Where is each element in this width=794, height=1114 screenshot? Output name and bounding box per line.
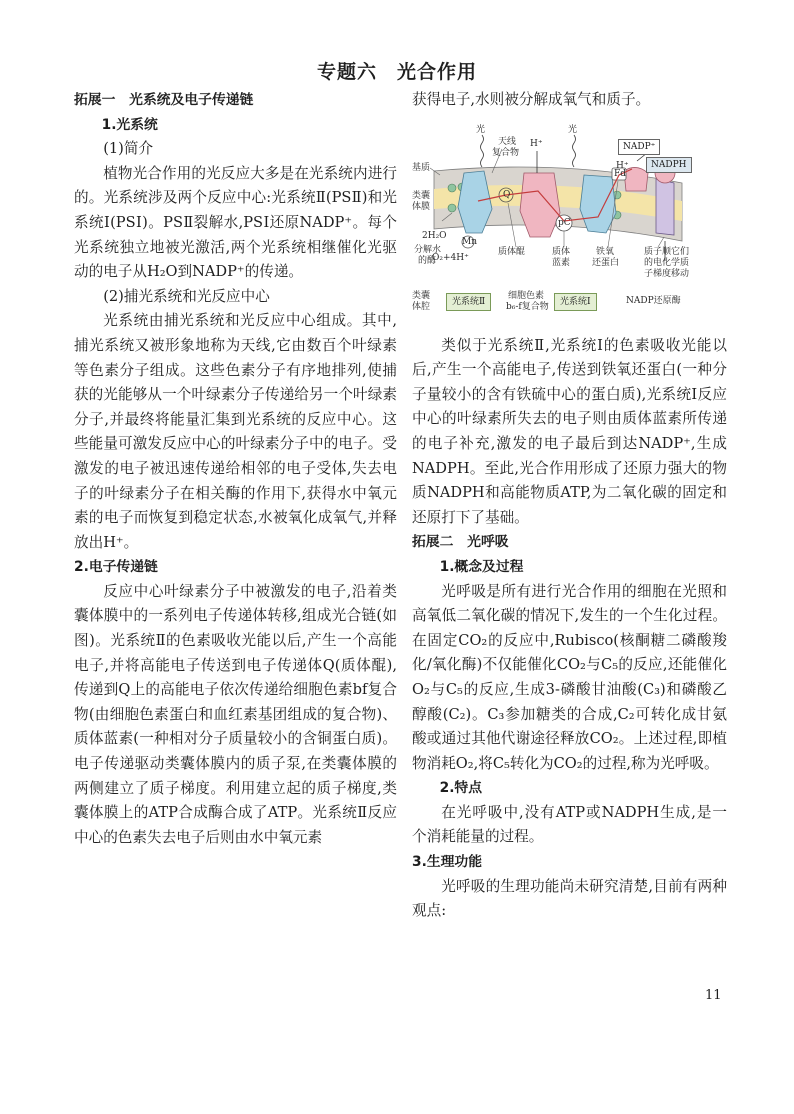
cytochrome-bf-complex xyxy=(520,173,560,237)
fd-label: Fd xyxy=(614,168,627,179)
section-concept-heading: 1.概念及过程 xyxy=(439,558,524,575)
water-enzyme-label-1: 分解水 xyxy=(414,244,442,255)
nadp-plus-box: NADP⁺ xyxy=(618,139,660,155)
cytochrome-label-1: 细胞色素 xyxy=(508,290,545,301)
ferredoxin-label-2: 还蛋白 xyxy=(592,257,620,268)
proton-label-top: H⁺ xyxy=(530,138,543,149)
q-label: Q xyxy=(503,189,511,200)
paragraph-features: 在光呼吸中,没有ATP或NADPH生成,是一个消耗能量的过程。 xyxy=(412,803,727,846)
cytochrome-label-2: b₆-f复合物 xyxy=(506,301,549,312)
paragraph-light-harvesting: 光系统由捕光系统和光反应中心组成。其中,捕光系统又被形象地称为天线,它由数百个叶绿素等色素分子组成。这些色素分子有序地排列,使捕获的光能够从一个叶绿素分子传递给另一个叶绿素分子,并最终将能量汇集到光系统的反应中心。这些能量可激发反应中心的叶绿素分子中的电子。受激发的电子被迅速传递给相邻的电子受体,失去电子的叶绿素分子在相关酶的作用下,获得水中氧元素的电子而恢复到稳定状态,水被氧化成氧气,并释放出H⁺。 xyxy=(74,312,397,551)
gradient-label-1: 质子顺它们 xyxy=(644,246,690,257)
gradient-label-3: 子梯度移动 xyxy=(644,268,690,279)
oxygen-label: O₂+4H⁺ xyxy=(432,252,469,263)
lumen-label-2: 体腔 xyxy=(412,301,431,312)
section-photosystem-heading: 1.光系统 xyxy=(101,116,158,133)
proton-label-mid: H⁺ xyxy=(616,160,629,171)
section-electron-chain-heading: 2.电子传递链 xyxy=(74,559,158,576)
right-column xyxy=(412,88,727,924)
paragraph-function: 光呼吸的生理功能尚未研究清楚,目前有两种观点: xyxy=(412,877,727,920)
plastocyanin-label-2: 蓝素 xyxy=(552,257,571,268)
electron-transport-diagram xyxy=(412,113,727,328)
nadph-box: NADPH xyxy=(646,157,692,173)
subsection-light-harvesting-heading: (2)捕光系统和光反应中心 xyxy=(103,287,270,305)
lumen-label-1: 类囊 xyxy=(412,290,431,301)
water-enzyme-label-2: 的酶 xyxy=(418,255,437,266)
extension-1-heading: 拓展一 光系统及电子传递链 xyxy=(74,92,254,108)
antenna-complex-label: 复合物 xyxy=(492,147,520,158)
membrane-label-2: 体膜 xyxy=(412,201,431,212)
pc-label: pC xyxy=(558,217,571,228)
water-label: 2H₂O xyxy=(422,230,447,241)
page-title: 专题六 光合作用 xyxy=(316,61,477,83)
stroma-label: 基质 xyxy=(412,162,431,173)
light-label-1: 光 xyxy=(476,124,486,135)
membrane-label-1: 类囊 xyxy=(412,190,431,201)
atp-synthase-shape xyxy=(656,179,674,235)
extension-2-heading: 拓展二 光呼吸 xyxy=(412,534,509,551)
light-label-2: 光 xyxy=(568,124,578,135)
light-arrow-1 xyxy=(481,135,484,167)
gradient-label-2: 的电化学质 xyxy=(644,257,690,268)
antenna-label: 天线 xyxy=(498,136,517,147)
paragraph-electron-chain: 反应中心叶绿素分子中被激发的电子,沿着类囊体膜中的一系列电子传递体转移,组成光合链(如图)。光系统Ⅱ的色素吸收光能以后,产生一个高能电子,并将高能电子传送到电子传递体Q(质体醌),传递到Q上的高能电子依次传递给细胞色素bf复合物(由细胞色素蛋白和血红素基团组成的复合物)、质体蓝素(一种相对分子质量较小的含铜蛋白质)。电子传递驱动类囊体膜内的质子泵,在类囊体膜的两侧建立了质子梯度。利用建立起的质子梯度,类囊体膜上的ATP合成酶合成了ATP。光系统Ⅱ反应中心的色素失去电子后则由水中氧元素 xyxy=(74,582,397,846)
section-function-heading: 3.生理功能 xyxy=(412,854,483,871)
psii-tag: 光系统Ⅱ xyxy=(446,293,491,311)
page-number: 11 xyxy=(705,988,722,1003)
paragraph-concept: 光呼吸是所有进行光合作用的细胞在光照和高氧低二氧化碳的情况下,发生的一个生化过程。在固定CO₂的反应中,Rubisco(核酮糖二磷酸羧化/氧化酶)不仅能催化CO₂与C₅的反应,还能催化O₂与C₅的反应,生成3-磷酸甘油酸(C₃)和磷酸乙醇酸(C₂)。C₃参加糖类的合成,C₂可转化成甘氨酸或通过其他代谢途径释放CO₂。上述过程,即植物消耗O₂,将C₅转化为CO₂的过程,称为光呼吸。 xyxy=(412,582,727,772)
psi-tag: 光系统Ⅰ xyxy=(554,293,597,311)
plastocyanin-label-1: 质体 xyxy=(552,246,571,257)
light-arrow-2 xyxy=(573,135,576,167)
nadp-reductase-label: NADP还原酶 xyxy=(626,295,681,306)
paragraph-continued: 获得电子,水则被分解成氧气和质子。 xyxy=(412,91,651,108)
paragraph-photosystem-i: 类似于光系统Ⅱ,光系统Ⅰ的色素吸收光能以后,产生一个高能电子,传送到铁氧还蛋白(一种分子量较小的含有铁硫中心的蛋白质),光系统Ⅰ反应中心的叶绿素所失去的电子则由质体蓝素所传递的电子补充,激发的电子最后到达NADP⁺,生成NADPH。至此,光合作用形成了还原力强大的物质NADPH和高能物质ATP,为二氧化碳的固定和还原打下了基础。 xyxy=(412,336,727,526)
left-column xyxy=(74,88,397,850)
ferredoxin-label-1: 铁氧 xyxy=(596,246,615,257)
paragraph-intro: 植物光合作用的光反应大多是在光系统内进行的。光系统涉及两个反应中心:光系统Ⅱ(PSⅡ)和光系统Ⅰ(PSⅠ)。PSⅡ裂解水,PSⅠ还原NADP⁺。每个光系统独立地被光激活,两个光系统相继催化光驱动的电子从H₂O到NADP⁺的传递。 xyxy=(74,164,397,281)
plastoquinone-label: 质体醌 xyxy=(498,246,526,257)
section-features-heading: 2.特点 xyxy=(439,780,483,797)
subsection-intro-heading: (1)简介 xyxy=(103,140,154,158)
mn-label: Mn xyxy=(462,236,478,247)
psi-complex xyxy=(580,175,616,233)
